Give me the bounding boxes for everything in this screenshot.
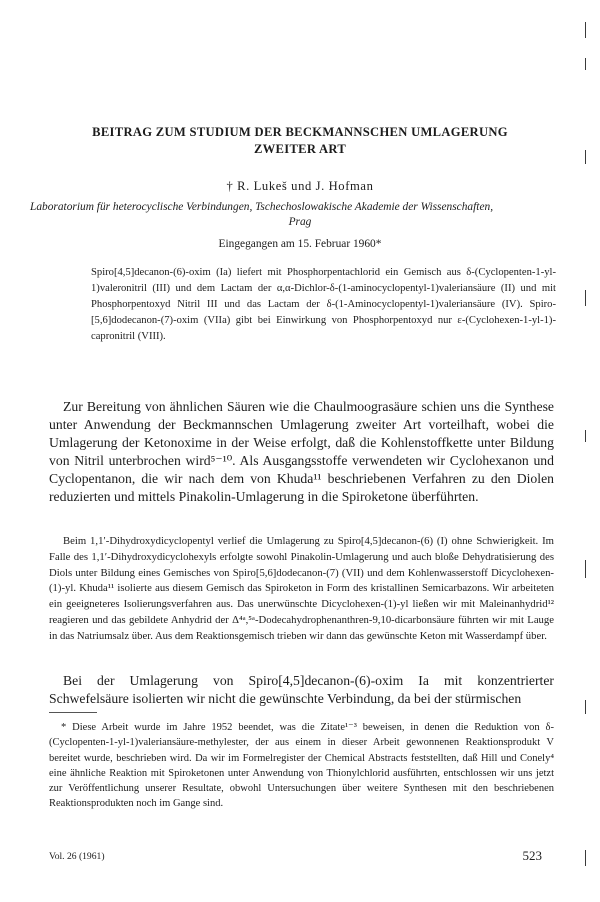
abstract-paragraph: Spiro[4,5]decanon-(6)-oxim (Ia) liefert mit Phosphorpentachlorid ein Gemisch aus δ-(Cyclopenten-1-yl-1)valeronitril (III) und dem Lactam der α,α-Dichlor-δ-(1-aminocyclopentyl-1)valeriansäure (II) und mit Phosphorpentoxyd Nitril III und das Lactam der δ-(1-Aminocyclopentyl-1)valeriansäure (IV). Spiro-[5,6]dodecanon-(7)-oxim (VIIa) gibt bei Einwirkung von Phosphorpentoxyd nur ε-(Cyclohexen-1-yl-1)-capronitril (VIII). <box>91 267 556 343</box>
article-title-line2: ZWEITER ART <box>253 142 347 156</box>
body-paragraph-2: Beim 1,1′-Dihydroxydicyclopentyl verlief die Umlagerung zu Spiro[4,5]decanon-(6) (I) ohne Schwierigkeit. Im Falle des 1,1′-Dihydroxydicyclohexyls erfolgte sowohl Pinakolin-Umlagerung und auch bloße Dehydratisierung des Diols unter Bildung eines Gemisches von Spiro[5,6]dodecanon-(7) (VII) und dem Kohlenwasserstoff Dicyclohexen-(1)-yl. Khuda¹¹ isolierte aus diesem Gemisch das Spiroketon in Form des kristallinen Semicarbazons. Wir arbeiteten ein geeigneteres Isolierungsverfahren aus. Das unerwünschte Dicyclohexen-(1)-yl ließen wir mit Maleinanhydrid¹² reagieren und das gebildete Anhydrid der Δ⁴ᵃ,⁵ᵃ-Dodecahydrophenanthren-9,10-dicarbonsäure führten wir mit Lauge in das Natriumsalz über. Aus dem Reaktionsgemisch trieben wir dann das gewünschte Keton mit Wasserdampf über. <box>49 535 554 642</box>
body-paragraph-1: Zur Bereitung von ähnlichen Säuren wie die Chaulmoograsäure schien uns die Synthese unter Anwendung der Beckmannschen Umlagerung zweiter Art vorteilhaft, wobei die Umlagerung der Ketonoxime in der Weise erfolgt, daß die Kohlenstoffkette unter Bildung von Nitril unterbrochen wird⁵⁻¹⁰. Als Ausgangsstoffe verwendeten wir Cyclohexanon und Cyclopentanon, die wir nach dem von Khuda¹¹ beschriebenen Verfahren zu den Diolen reduzierten und mittels Pinakolin-Umlagerung in die Spiroketone überführten. <box>49 399 554 504</box>
body-paragraph-3: Bei der Umlagerung von Spiro[4,5]decanon-(6)-oxim Ia mit konzentrierter Schwefelsäure isolierten wir nicht die gewünschte Verbindung, da bei der stürmischen <box>49 673 554 706</box>
author-affiliation-line2: Prag <box>288 216 312 228</box>
page-number: 523 <box>522 848 542 863</box>
scan-edge-mark <box>585 150 586 164</box>
scan-edge-mark <box>585 22 586 38</box>
scan-edge-mark <box>585 430 586 442</box>
scan-edge-mark <box>585 700 586 714</box>
footnote-separator <box>49 712 97 713</box>
footnote: * Diese Arbeit wurde im Jahre 1952 beendet, was die Zitate¹⁻³ beweisen, in denen die Reduktion von δ-(Cyclopenten-1-yl-1)valeriansäure-methylester, der aus einem in dieser Arbeit gewonnenen Reaktionsprodukt V bereitet wurde, beschrieben wird. Da wir im Formelregister der Chemical Abstracts feststellten, daß Hill und Conely⁴ eine ähnliche Reaktion mit Spiroketonen unter Anwendung von Thionylchlorid ausführten, entschlossen wir uns jetzt zur Veröffentlichung unserer Resultate, obwohl Untersuchungen über weitere Synthesen mit den beschriebenen Reaktionsprodukten noch im Gange sind. <box>49 722 554 810</box>
journal-volume: Vol. 26 (1961) <box>49 851 105 862</box>
received-date: Eingegangen am 15. Februar 1960* <box>218 238 382 250</box>
article-authors: † R. Lukeš und J. Hofman <box>226 179 374 193</box>
author-affiliation-line1: Laboratorium für heterocyclische Verbindungen, Tschechoslowakische Akademie der Wissenschaften, <box>30 201 494 213</box>
scan-edge-mark <box>585 850 586 866</box>
scan-edge-mark <box>585 58 586 70</box>
scan-edge-mark <box>585 290 586 306</box>
scan-edge-mark <box>585 560 586 578</box>
article-title-line1: BEITRAG ZUM STUDIUM DER BECKMANNSCHEN UMLAGERUNG <box>92 125 508 139</box>
